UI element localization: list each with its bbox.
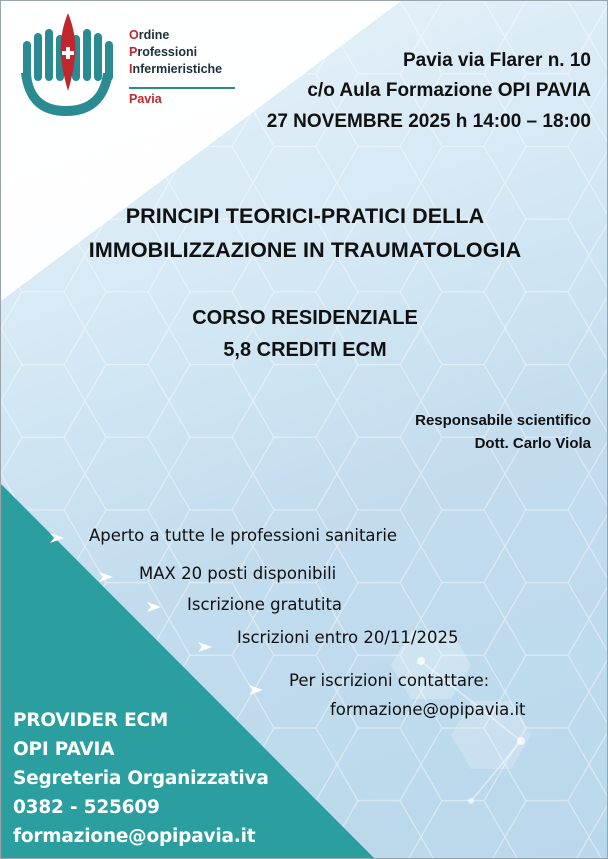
course-credits: 5,8 CREDITI ECM	[223, 339, 387, 361]
footer-secretariat: Segreteria Organizzativa	[13, 768, 269, 789]
arrow-bullet-icon	[49, 532, 65, 544]
footer-provider: PROVIDER ECM	[13, 710, 169, 731]
org-name-line-1: Ordine	[129, 28, 170, 42]
info-bullet-seats: MAX 20 posti disponibili	[139, 564, 337, 583]
venue-room: c/o Aula Formazione OPI PAVIA	[307, 80, 591, 101]
venue-address: Pavia via Flarer n. 10	[402, 50, 591, 71]
responsible-name: Dott. Carlo Viola	[474, 435, 591, 452]
arrow-bullet-icon	[146, 601, 162, 613]
arrow-bullet-icon	[98, 571, 114, 583]
org-divider	[129, 87, 235, 89]
arrow-bullet-icon	[248, 684, 264, 696]
opi-logo-icon	[11, 11, 126, 121]
info-bullet-contact: Per iscrizioni contattare:	[289, 671, 490, 690]
arrow-bullet-icon	[197, 641, 213, 653]
event-date-time: 27 NOVEMBRE 2025 h 14:00 – 18:00	[266, 111, 591, 132]
footer-phone[interactable]: 0382 - 525609	[13, 797, 160, 818]
course-type: CORSO RESIDENZIALE	[192, 307, 418, 329]
org-name-line-3: Infermieristiche	[129, 62, 223, 76]
info-bullet-professions: Aperto a tutte le professioni sanitarie	[89, 526, 398, 545]
footer-email[interactable]: formazione@opipavia.it	[13, 826, 256, 847]
info-bullet-free: Iscrizione gratutita	[187, 595, 343, 614]
info-bullet-deadline: Iscrizioni entro 20/11/2025	[237, 628, 459, 647]
contact-email-link[interactable]: formazione@opipavia.it	[330, 700, 526, 719]
course-title-line-1: PRINCIPI TEORICI-PRATICI DELLA	[125, 204, 485, 228]
course-title-line-2: IMMOBILIZZAZIONE IN TRAUMATOLOGIA	[88, 238, 522, 262]
org-name-line-2: Professioni	[129, 45, 198, 59]
footer-org: OPI PAVIA	[13, 739, 115, 760]
responsible-label: Responsabile scientifico	[415, 412, 591, 429]
org-city: Pavia	[129, 92, 162, 106]
